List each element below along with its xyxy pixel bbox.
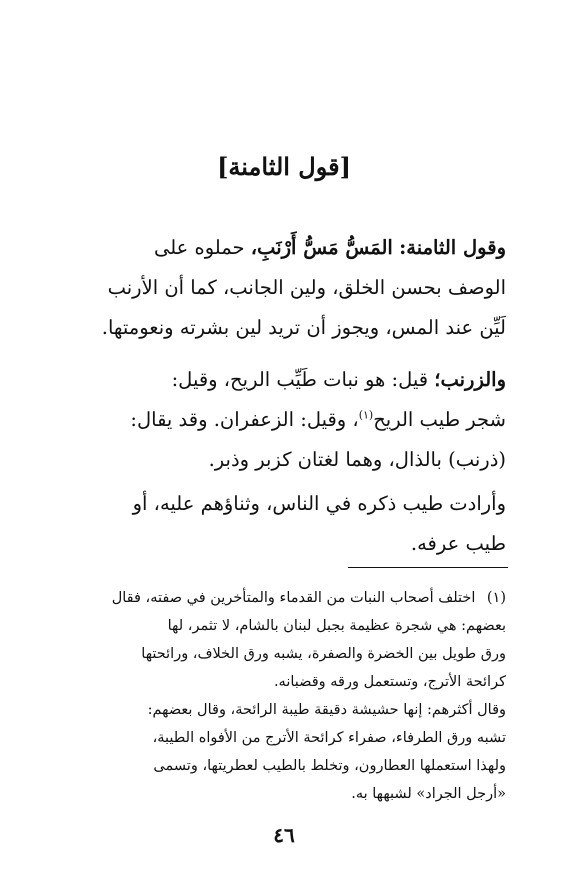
paragraph-2-line-2 [58,400,506,440]
footnote-line: كرائحة الأترج، وتستعمل ورقه وقضبانه. [273,674,506,690]
footnote-marker: (١) [486,590,506,606]
footnote-line: ولهذا استعملها العطارون، وتخلط بالطيب لعطريتها، وتسمى [153,758,506,774]
footnote-text: اختلف أصحاب النبات من القدماء والمتأخرين في صفته، فقال [111,590,476,606]
footnote-divider [348,567,508,568]
speaker-lead: وقول الثامنة: [399,236,506,259]
paragraph-3-line-1: وأرادت طيب ذكره في الناس، وثناؤهم عليه، أو [132,492,506,515]
paragraph-1-line-3: لَيِّن عند المس، ويجوز أن تريد لين بشرته ونعومتها. [101,316,506,339]
footnote-line: بعضهم: هي شجرة عظيمة بجبل لبنان بالشام، لا تثمر، لها [167,618,506,634]
line-text: شجر طيب الريح [373,408,506,431]
section-heading: [قول الثامنة] [217,152,351,181]
footnote-line: «أرجل الجراد» لشبهها به. [351,786,506,802]
footnote-line: وقال أكثرهم: إنها حشيشة دقيقة طيبة الرائحة، وقال بعضهم: [147,702,506,718]
paragraph-3-line-2: طيب عرفه. [410,532,506,555]
paragraph-2 [58,360,506,480]
footnote-line: ورق طويل بين الخضرة والصفرة، يشبه ورق الخلاف، ورائحتها [141,646,506,662]
footnote-reference: (١) [358,408,374,422]
footnote-line: تشبه ورق الطرفاء، صفراء كرائحة الأترج من الأفواه الطيبة، [152,730,506,746]
paragraph-1-line-1 [58,228,506,268]
quoted-saying: المَسُّ مَسُّ أَرْنَبِ، [250,236,393,259]
line-text: قيل: هو نبات طَيِّب الريح، وقيل: [171,368,429,391]
paragraph-2-line-3: (ذرنب) بالذال، وهما لغتان كزبر وذبر. [208,448,506,471]
paragraph-1-line-2: الوصف بحسن الخلق، ولين الجانب، كما أن الأرنب [107,276,506,299]
line-text: ، وقيل: الزعفران. وقد يقال: [130,408,359,431]
term-lead: والزرنب؛ [434,368,506,391]
footnote [58,584,506,808]
paragraph-2-line-1 [58,360,506,400]
footnote-line [58,584,506,612]
paragraph-1 [58,228,506,348]
paragraph-3 [58,484,506,564]
page-number: ٤٦ [273,823,295,847]
line-text: حملوه على [153,236,245,259]
